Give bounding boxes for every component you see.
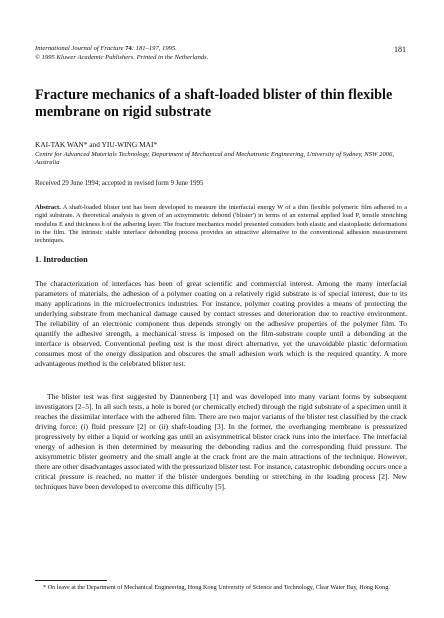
journal-pages: : 181–197, 1995. (131, 45, 177, 52)
author-affiliation: Centre for Advanced Materials Technology, Department of Mechanical and Mechatronic Engineering, University of Sydney, NSW 2006, Australia (35, 151, 394, 167)
abstract-label: Abstract. (35, 204, 61, 211)
journal-header (35, 45, 335, 62)
publisher-line: © 1995 Kluwer Academic Publishers. Printed in the Netherlands. (35, 53, 209, 61)
journal-citation (35, 45, 335, 54)
abstract-text: A shaft-loaded blister test has been developed to measure the interfacial energy W of a thin flexible polymeric film adhered to a rigid substrate. A theoretical analysis is given of an axisymmetric debond ('blister') in terms of an external applied load P, tensile stretching modulus E and thickness h of the adhering layer. The fracture mechanics model presented considers both elastic and elastoplastic deformations in the film. The intrinsic stable interface debonding process provides an attractive alternative to the conventional adhesion measurement techniques. (35, 204, 407, 245)
paper-authors: KAI-TAK WAN* and YIU-WING MAI* (35, 140, 158, 149)
page-number: 181 (394, 45, 406, 54)
footnote: * On leave at the Department of Mechanical Engineering, Hong Kong University of Science and Technology, Clear Water Bay, Hong Kong. (43, 584, 390, 591)
abstract (35, 204, 407, 245)
journal-name: International Journal of Fracture (35, 45, 124, 52)
journal-volume: 74 (125, 45, 132, 52)
body-paragraph-2: The blister test was first suggested by Dannenberg [1] and was developed into many variant forms by subsequent investigators [2–5]. In all such tests, a hole is bored (or chemically etched) through the rigid substrate of a specimen until it reaches the dissimilar interface with the adhered film. There are two major variants of the blister test classified by the crack driving force: (i) fluid pressure [2] or (ii) shaft-loading [3]. In the former, the overhanging membrane is pressurized progressively by either a liquid or working gas until an axisymmetrical blister crack runs into the interface. The interfacial energy of adhesion is then determined by measuring the debonding radius and the corresponding fluid pressure. The axisymmetric blister geometry and the small angle at the crack front are the main attractions of the technique. However, there are other disadvantages associated with the pressurized blister test. For instance, catastrophic debonding occurs once a critical pressure is reached, no matter if the blister undergoes bending or stretching in the loading process [2]. New techniques have been developed to overcome this difficulty [5]. (35, 392, 407, 492)
body-paragraph-1: The characterization of interfaces has been of great scientific and commercial interest. Among the many interfacial parameters of materials, the adhesion of a polymer coating on a relatively rigid substrate is of special interest, due to its many applications in the microelectronics industries. For instance, polymer coating provides a means of protecting the underlying substrate from mechanical damage caused by contact stresses and deterioration due to reactive environment. The reliability of an electronic component thus depends strongly on the adhesive properties of the polymer film. To quantify the adhesive strength, a mechanical stress is imposed on the film-substrate couple until a debonding at the interface is observed. Conventional peeling test is the most direct alternative, yet the unavoidable plastic deformation consumes most of the energy dissipation and obscures the small adhesion work which is the required quantity. A more advantageous method is the celebrated blister test. (35, 279, 407, 369)
received-dates: Received 29 June 1994; accepted in revised form 9 June 1995 (35, 180, 204, 187)
section-heading: 1. Introduction (35, 255, 88, 264)
paper-title: Fracture mechanics of a shaft-loaded blister of thin flexible membrane on rigid substrate (35, 87, 393, 120)
footnote-rule (35, 580, 107, 581)
